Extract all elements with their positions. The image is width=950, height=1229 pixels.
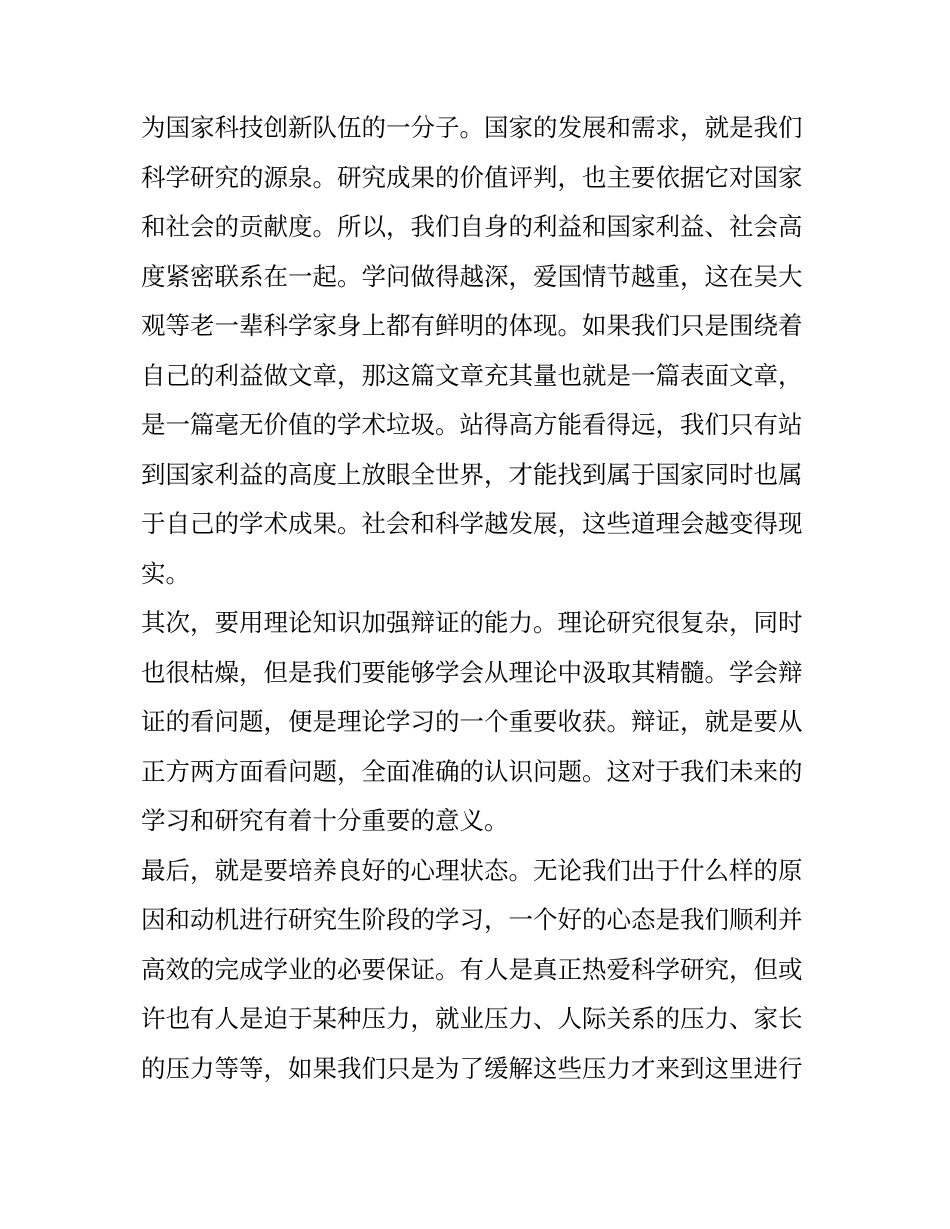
text-line: 高效的完成学业的必要保证。有人是真正热爱科学研究，但或 xyxy=(141,954,803,984)
text-line: 到国家利益的高度上放眼全世界，才能找到属于国家同时也属 xyxy=(141,459,803,489)
text-line: 为国家科技创新队伍的一分子。国家的发展和需求，就是我们 xyxy=(141,113,803,142)
text-line: 的压力等等，如果我们只是为了缓解这些压力才来到这里进行 xyxy=(141,1053,803,1083)
text-line: 因和动机进行研究生阶段的学习，一个好的心态是我们顺利并 xyxy=(141,905,803,934)
text-line: 正方两方面看问题，全面准确的认识问题。这对于我们未来的 xyxy=(141,756,803,786)
text-line: 科学研究的源泉。研究成果的价值评判，也主要依据它对国家 xyxy=(141,162,803,192)
text-line: 证的看问题，便是理论学习的一个重要收获。辩证，就是要从 xyxy=(141,707,803,736)
document-body xyxy=(141,103,813,1093)
text-line: 其次，要用理论知识加强辩证的能力。理论研究很复杂，同时 xyxy=(141,608,803,637)
text-line: 也很枯燥，但是我们要能够学会从理论中汲取其精髓。学会辩 xyxy=(141,657,803,687)
text-line: 于自己的学术成果。社会和科学越发展，这些道理会越变得现 xyxy=(141,509,803,538)
text-line: 实。 xyxy=(141,558,190,588)
text-line: 度紧密联系在一起。学问做得越深，爱国情节越重，这在吴大 xyxy=(141,261,803,291)
text-line: 学习和研究有着十分重要的意义。 xyxy=(141,806,509,835)
text-line: 许也有人是迫于某种压力，就业压力、人际关系的压力、家长 xyxy=(141,1004,803,1033)
text-line: 和社会的贡献度。所以，我们自身的利益和国家利益、社会高 xyxy=(141,212,803,241)
text-line: 自己的利益做文章，那这篇文章充其量也就是一篇表面文章， xyxy=(141,360,803,390)
text-line: 观等老一辈科学家身上都有鲜明的体现。如果我们只是围绕着 xyxy=(141,311,803,340)
text-line: 最后，就是要培养良好的心理状态。无论我们出于什么样的原 xyxy=(141,855,803,885)
text-line: 是一篇毫无价值的学术垃圾。站得高方能看得远，我们只有站 xyxy=(141,410,803,439)
